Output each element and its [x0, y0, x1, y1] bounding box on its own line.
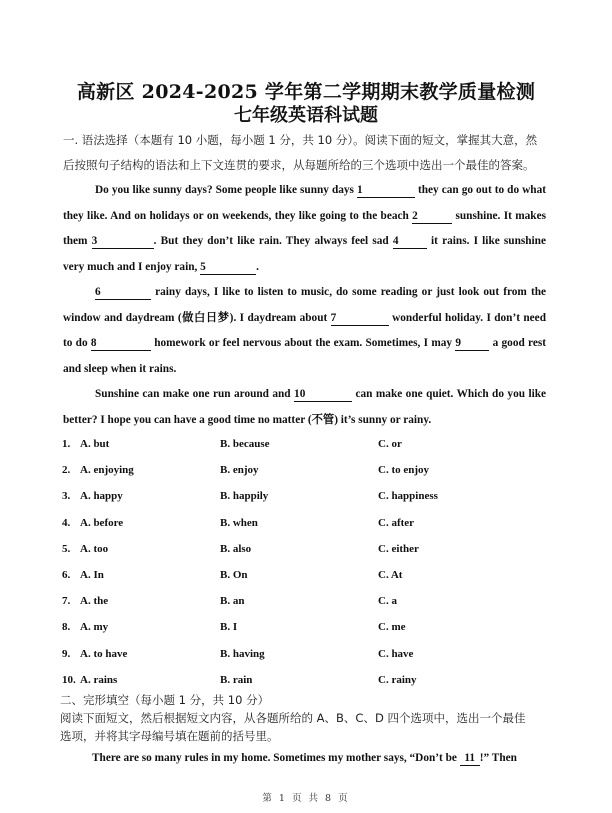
section1-instruction-line: 后按照句子结构的语法和上下文连贯的要求，从每题所给的三个选项中选出一个最佳的答案。	[63, 158, 535, 172]
option-c[interactable]: C. have	[378, 647, 414, 660]
question-number: 3.	[62, 490, 71, 503]
blank-5[interactable]: 5	[200, 260, 256, 275]
option-a[interactable]: A. my	[80, 621, 109, 634]
passage-text: .	[256, 260, 259, 273]
question-number: 2.	[62, 464, 71, 477]
option-a[interactable]: A. before	[80, 516, 124, 529]
option-c[interactable]: C. to enjoy	[378, 464, 430, 477]
option-c[interactable]: C. after	[378, 516, 415, 529]
option-a[interactable]: A. enjoying	[80, 464, 134, 477]
option-row	[62, 462, 542, 488]
question-number: 9.	[62, 647, 71, 660]
option-row	[62, 515, 542, 541]
option-c[interactable]: C. At	[378, 568, 403, 581]
option-a[interactable]: A. In	[80, 568, 104, 581]
options-list	[62, 436, 542, 698]
option-b[interactable]: B. an	[220, 595, 245, 608]
passage-text: Sunshine can make one run around and	[95, 388, 291, 400]
cloze-passage	[60, 749, 548, 767]
question-number: 6.	[62, 568, 71, 581]
option-row	[62, 567, 542, 593]
option-c[interactable]: C. rainy	[378, 673, 417, 686]
option-a[interactable]: A. too	[80, 542, 109, 555]
option-b[interactable]: B. On	[220, 568, 248, 581]
option-a[interactable]: A. the	[80, 595, 109, 608]
option-a[interactable]: A. happy	[80, 490, 123, 503]
option-c[interactable]: C. either	[378, 542, 419, 555]
option-a[interactable]: A. but	[80, 438, 110, 450]
section2-heading: 二、完形填空（每小题 1 分，共 10 分）	[60, 693, 270, 707]
option-c[interactable]: C. a	[378, 595, 397, 608]
passage-text: a good rest and sleep when it rains.	[63, 337, 547, 375]
option-b[interactable]: B. when	[220, 516, 258, 529]
question-number: 8.	[62, 621, 71, 634]
option-row	[62, 436, 542, 462]
blank-1[interactable]: 1	[357, 183, 415, 198]
blank-3[interactable]: 3	[92, 234, 154, 249]
blank-11[interactable]: 11	[460, 751, 480, 766]
option-b[interactable]: B. rain	[220, 673, 253, 686]
option-b[interactable]: B. also	[220, 542, 252, 555]
passage-text: it rains. I like sunshine very much and I enjoy rain,	[63, 235, 546, 273]
question-number: 7.	[62, 595, 71, 608]
option-c[interactable]: C. happiness	[378, 490, 438, 503]
exam-subtitle: 七年级英语科试题	[234, 105, 378, 126]
passage-text: wonderful holiday. I don’t need to do	[63, 311, 546, 349]
section2-instruction-line: 阅读下面短文，然后根据短文内容，从各题所给的 A、B、C、D 四个选项中，选出一个最佳	[60, 711, 526, 725]
option-c[interactable]: C. me	[378, 621, 406, 634]
section2-instructions	[60, 691, 555, 745]
passage-text: can make one quiet. Which do you like better? I hope you can have a good time no matter (不管) it’s sunny or rainy.	[63, 388, 547, 426]
page-number: 第 1 页 共 8 页	[262, 793, 350, 804]
option-row	[62, 646, 542, 672]
passage-text: There are so many rules in my home. Sometimes my mother says, “Don’t be	[92, 752, 457, 764]
question-number: 10.	[62, 673, 76, 686]
question-number: 5.	[62, 542, 71, 555]
passage-paragraph-2	[63, 280, 546, 382]
passage-text: rainy days, I like to listen to music, do some reading or just look out from the window and daydream (做白日梦). I daydream about	[63, 286, 546, 324]
blank-8[interactable]: 8	[91, 336, 151, 351]
section1-instructions	[63, 128, 553, 178]
blank-6[interactable]: 6	[95, 285, 151, 300]
option-a[interactable]: A. rains	[80, 673, 118, 686]
blank-4[interactable]: 4	[393, 234, 427, 249]
option-b[interactable]: B. I	[220, 621, 238, 634]
passage-paragraph-3	[63, 382, 546, 433]
passage-text: homework or feel nervous about the exam. Sometimes, I may	[154, 337, 453, 349]
option-row	[62, 488, 542, 514]
option-a[interactable]: A. to have	[80, 647, 128, 660]
question-number: 1.	[62, 438, 71, 450]
option-b[interactable]: B. having	[220, 647, 265, 660]
passage-paragraph-1	[63, 178, 546, 280]
passage-text: sunshine. It makes them	[63, 209, 546, 247]
question-number: 4.	[62, 516, 71, 529]
section2-instruction-line: 选项，并将其字母编号填在题前的括号里。	[60, 729, 279, 743]
section1-instruction-line: 一. 语法选择（本题有 10 小题，每小题 1 分，共 10 分）。阅读下面的短文，掌握其大意，然	[63, 133, 538, 147]
passage-text: !” Then	[479, 752, 517, 764]
passage-text: Do you like sunny days? Some people like sunny days	[95, 184, 354, 196]
blank-2[interactable]: 2	[412, 209, 452, 224]
option-b[interactable]: B. enjoy	[220, 464, 259, 477]
exam-title: 高新区 2024-2025 学年第二学期期末教学质量检测	[76, 81, 536, 103]
option-row	[62, 593, 542, 619]
blank-9[interactable]: 9	[455, 336, 489, 351]
option-b[interactable]: B. happily	[220, 490, 269, 503]
blank-10[interactable]: 10	[294, 387, 352, 402]
option-c[interactable]: C. or	[378, 438, 402, 450]
option-row	[62, 541, 542, 567]
option-b[interactable]: B. because	[220, 438, 270, 450]
passage-text: they can go out to do what they like. And on holidays or on weekends, they like going to the beach	[63, 184, 546, 222]
passage-text: . But they don’t like rain. They always feel sad	[153, 235, 389, 247]
option-row	[62, 619, 542, 645]
blank-7[interactable]: 7	[331, 311, 389, 326]
